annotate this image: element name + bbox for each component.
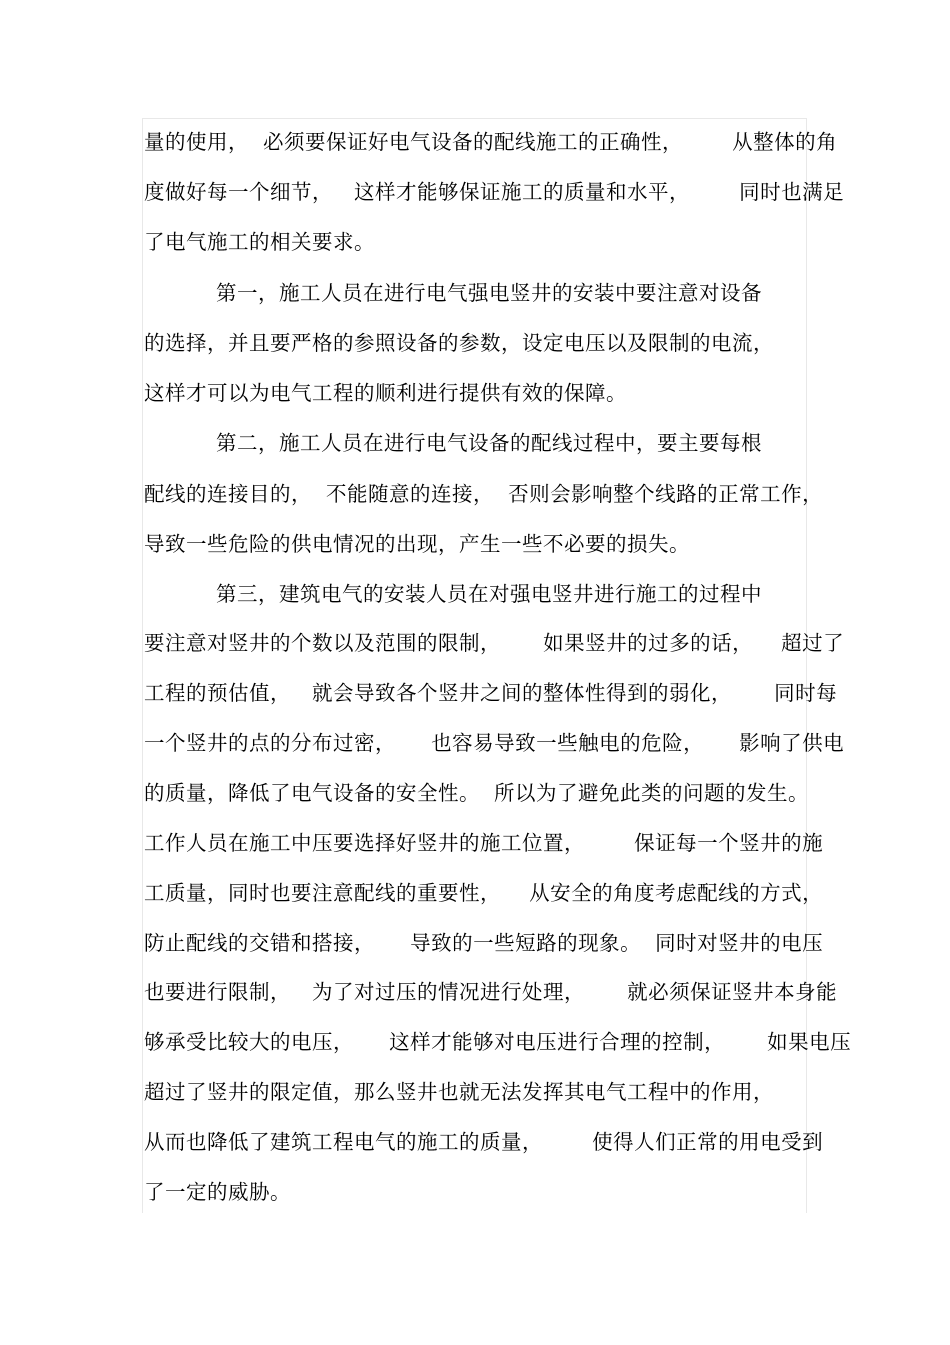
text-line: 导致一些危险的供电情况的出现，产生一些不必要的损失。: [144, 532, 690, 556]
text-line: 度做好每一个细节， 这样才能够保证施工的质量和水平， 同时也满足: [144, 180, 845, 204]
page-border-top: [142, 118, 807, 119]
text-line: 要注意对竖井的个数以及范围的限制， 如果竖井的过多的话， 超过了: [144, 631, 845, 655]
text-line: 从而也降低了建筑工程电气的施工的质量， 使得人们正常的用电受到: [144, 1130, 824, 1154]
text-line: 量的使用， 必须要保证好电气设备的配线施工的正确性， 从整体的角: [144, 130, 838, 154]
paragraph-first-line: 第二，施工人员在进行电气设备的配线过程中，要主要每根: [216, 431, 762, 455]
text-line: 工程的预估值， 就会导致各个竖井之间的整体性得到的弱化， 同时每: [144, 681, 838, 705]
text-line: 一个竖井的点的分布过密， 也容易导致一些触电的危险， 影响了供电: [144, 731, 845, 755]
text-line: 够承受比较大的电压， 这样才能够对电压进行合理的控制， 如果电压: [144, 1030, 852, 1054]
text-line: 的选择，并且要严格的参照设备的参数，设定电压以及限制的电流，: [144, 331, 774, 355]
text-line: 超过了竖井的限定值，那么竖井也就无法发挥其电气工程中的作用，: [144, 1080, 774, 1104]
text-line: 配线的连接目的， 不能随意的连接， 否则会影响整个线路的正常工作，: [144, 482, 824, 506]
paragraph-first-line: 第一，施工人员在进行电气强电竖井的安装中要注意对设备: [216, 281, 762, 305]
text-line: 了一定的威胁。: [144, 1180, 291, 1204]
text-line: 这样才可以为电气工程的顺利进行提供有效的保障。: [144, 381, 627, 405]
text-line: 了电气施工的相关要求。: [144, 230, 375, 254]
text-line: 的质量，降低了电气设备的安全性。 所以为了避免此类的问题的发生。: [144, 781, 810, 805]
text-line: 工作人员在施工中压要选择好竖井的施工位置， 保证每一个竖井的施: [144, 831, 824, 855]
text-line: 也要进行限制， 为了对过压的情况进行处理， 就必须保证竖井本身能: [144, 980, 838, 1004]
text-line: 工质量，同时也要注意配线的重要性， 从安全的角度考虑配线的方式，: [144, 881, 824, 905]
text-line: 防止配线的交错和搭接， 导致的一些短路的现象。 同时对竖井的电压: [144, 931, 824, 955]
page-border-left: [142, 118, 143, 1213]
paragraph-first-line: 第三，建筑电气的安装人员在对强电竖井进行施工的过程中: [216, 582, 762, 606]
